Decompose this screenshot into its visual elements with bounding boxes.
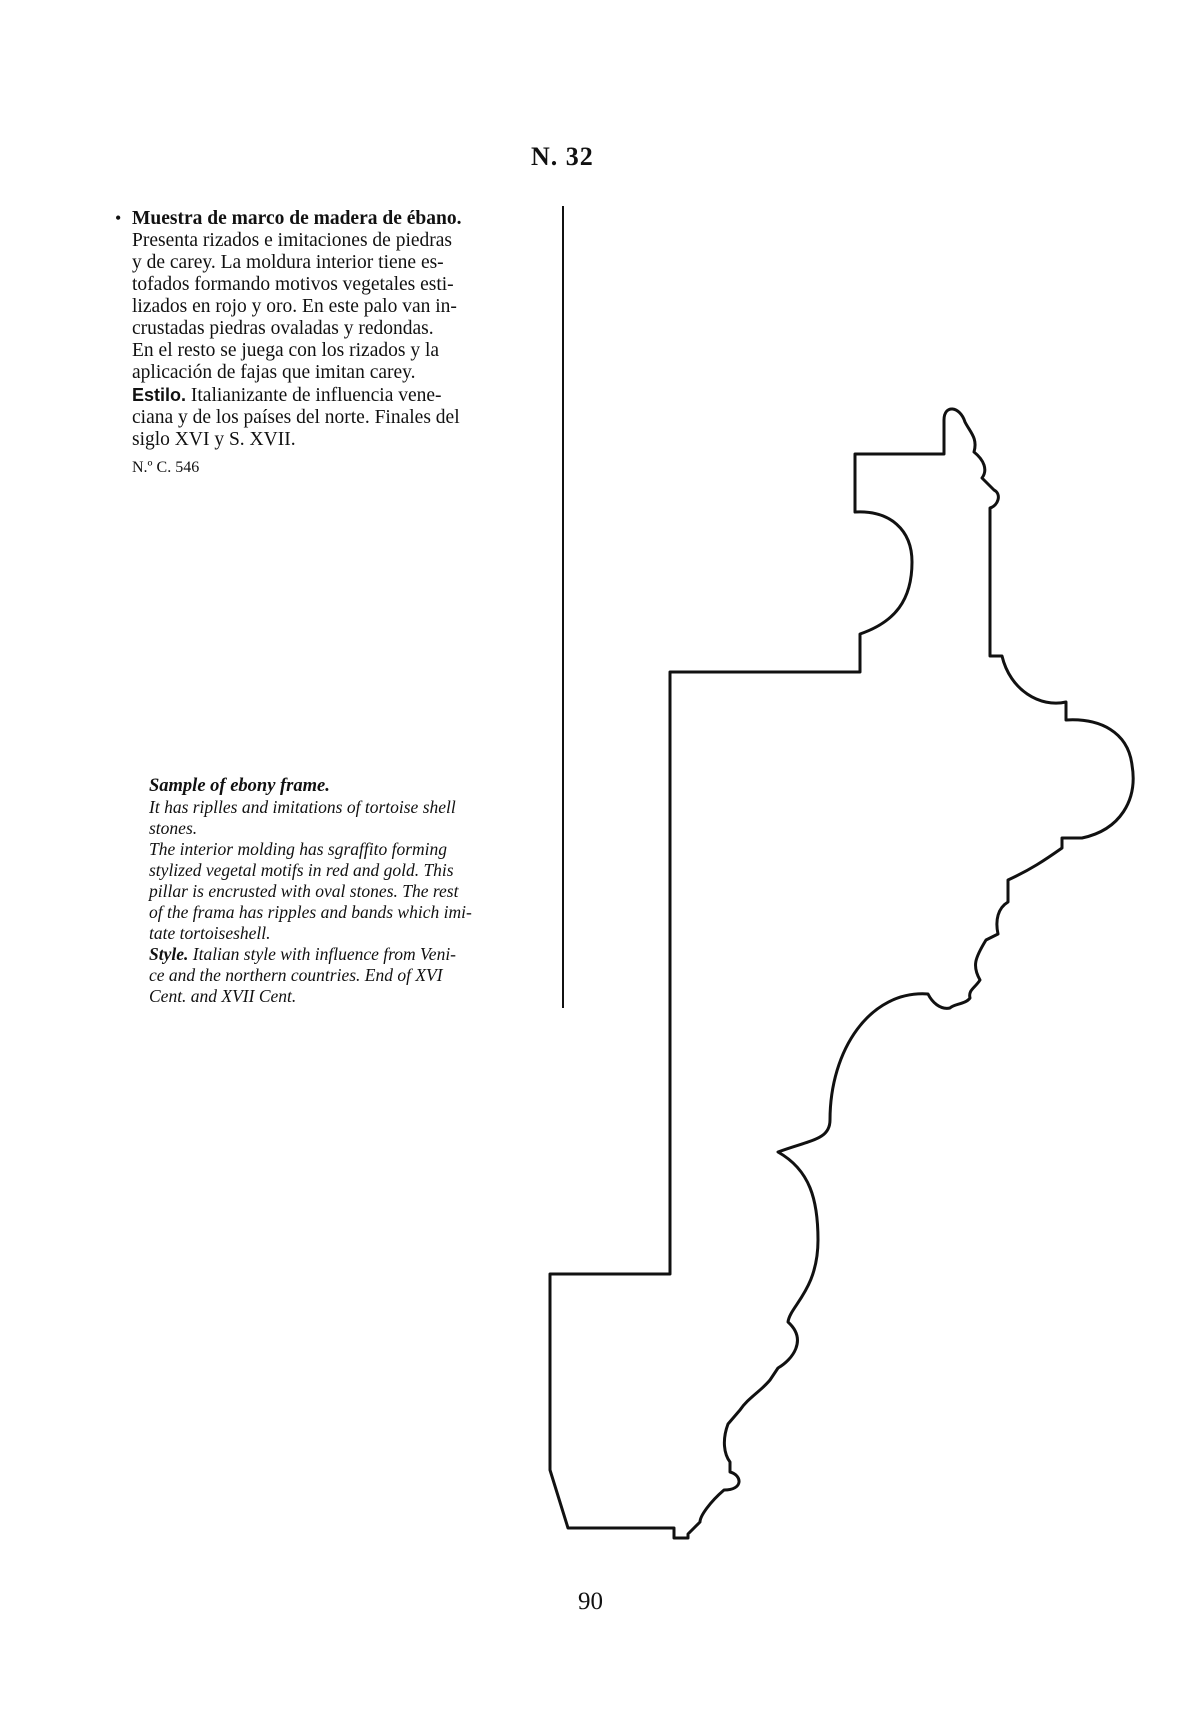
spanish-line: crustadas piedras ovaladas y redondas.	[132, 318, 434, 339]
catalog-reference: N.º C. 546	[132, 459, 200, 476]
english-style-text: Italian style with influence from Veni-	[192, 944, 457, 964]
spanish-line: tofados formando motivos vegetales esti-	[132, 274, 454, 295]
english-line: pillar is encrusted with oval stones. The rest	[149, 881, 459, 901]
spanish-style-text: Italianizante de influencia vene-	[190, 385, 442, 406]
english-line: tate tortoiseshell.	[149, 923, 271, 943]
spanish-style-line: siglo XVI y S. XVII.	[132, 429, 296, 450]
spanish-line: Presenta rizados e imitaciones de piedras	[132, 230, 453, 251]
catalog-number: N. 32	[531, 142, 594, 171]
bullet-icon: •	[115, 208, 122, 228]
spanish-title: Muestra de marco de madera de ébano.	[132, 208, 462, 229]
english-style-line: ce and the northern countries. End of XVI	[149, 965, 443, 985]
english-line: stones.	[149, 818, 198, 838]
english-style-line: Cent. and XVII Cent.	[149, 986, 297, 1006]
spanish-line: En el resto se juega con los rizados y la	[132, 340, 440, 361]
english-line: It has riplles and imitations of tortoise shell	[149, 797, 456, 817]
english-line: stylized vegetal motifs in red and gold. This	[149, 860, 454, 880]
english-title: Sample of ebony frame.	[149, 776, 330, 796]
spanish-line: lizados en rojo y oro. En este palo van in-	[132, 296, 457, 317]
english-line: of the frama has ripples and bands which imi-	[149, 902, 472, 922]
spanish-style-line: ciana y de los países del norte. Finales del	[132, 407, 460, 428]
spanish-style-label: Estilo.	[132, 385, 187, 405]
spanish-line: aplicación de fajas que imitan carey.	[132, 362, 416, 383]
frame-profile-outline	[550, 409, 1133, 1538]
spanish-line: y de carey. La moldura interior tiene es-	[132, 252, 444, 273]
page-number: 90	[578, 1588, 603, 1615]
english-style-label: Style.	[149, 944, 189, 964]
english-line: The interior molding has sgraffito forming	[149, 839, 448, 859]
